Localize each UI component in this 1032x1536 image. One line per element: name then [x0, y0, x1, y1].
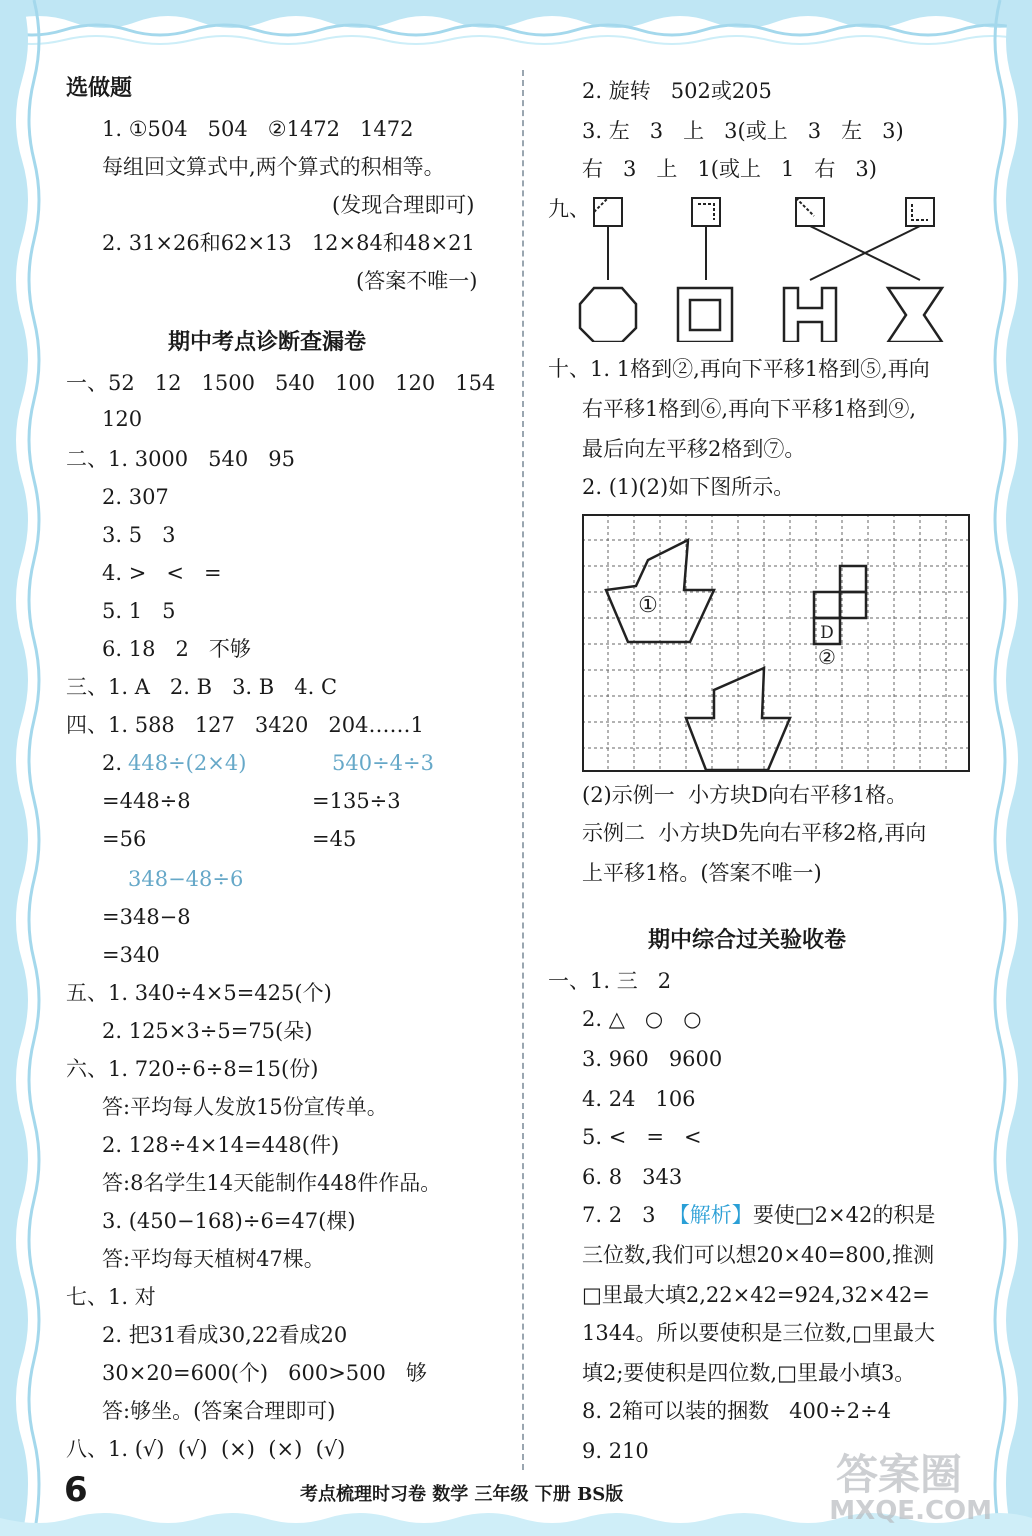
section1-title: 期中考点诊断查漏卷 — [168, 330, 367, 355]
xuanzuo-tip-1: (发现合理即可) — [332, 193, 475, 217]
s2-answer-6: 6. 18 2 不够 — [102, 637, 251, 661]
s4-2-expr-a: 448÷(2×4) — [128, 751, 247, 775]
wave-border-right — [972, 0, 1032, 1536]
s7-answer-2: 2. 把31看成30,22看成20 — [102, 1323, 348, 1347]
s2-answer-5: 5. 1 5 — [102, 599, 176, 623]
r10-answer-1b: 右平移1格到⑥,再向下平移1格到⑨, — [582, 397, 917, 421]
hourglass-shape — [888, 288, 942, 342]
q1-answer-2: 2. △ ○ ○ — [582, 1007, 702, 1031]
octagon-shape — [580, 288, 636, 342]
r10-answer-1c: 最后向左平移2格到⑦。 — [582, 437, 806, 461]
section2-title: 期中综合过关验收卷 — [648, 928, 847, 953]
q1-7-analysis: 要使□2×42的积是 — [752, 1203, 936, 1227]
q1-answer-5: 5. < = < — [582, 1125, 702, 1149]
xuanzuo-answer-2: 2. 31×26和62×13 12×84和48×21 — [102, 231, 475, 255]
s5-answer-2: 2. 125×3÷5=75(朵) — [102, 1019, 313, 1043]
r10-answer-1: 十、1. 1格到②,再向下平移1格到⑤,再向 — [548, 357, 930, 381]
top-square-3 — [796, 198, 824, 226]
q1-answer-7b: 三位数,我们可以想20×40=800,推测 — [582, 1243, 935, 1267]
r9-label: 九、 — [548, 197, 590, 221]
s4-2-step-a2: =56 — [102, 827, 147, 851]
s4-2-expr-c: 348−48÷6 — [128, 867, 244, 891]
top-square-2 — [692, 198, 720, 226]
s2-answer-3: 3. 5 3 — [102, 523, 176, 547]
s2-answer-4: 4. > < = — [102, 561, 222, 585]
q1-7-answer: 7. 2 3 — [582, 1203, 669, 1227]
q1-answer-7 — [582, 1200, 935, 1230]
square-frame-shape — [678, 288, 732, 342]
s6-answer-1-reply: 答:平均每人发放15份宣传单。 — [102, 1095, 388, 1119]
s4-2-step-c2: =340 — [102, 943, 160, 967]
example-2b: 上平移1格。(答案不唯一) — [582, 861, 822, 885]
column-divider — [522, 70, 524, 1470]
example-1: (2)示例一 小方块D向右平移1格。 — [582, 783, 908, 807]
s4-2-label: 2. — [102, 751, 123, 775]
s3-answers: 三、1. A 2. B 3. B 4. C — [66, 675, 338, 699]
s7-answer-2b: 30×20=600(个) 600>500 够 — [102, 1361, 427, 1385]
s7-answer-1: 七、1. 对 — [66, 1285, 156, 1309]
xuanzuo-title: 选做题 — [66, 76, 133, 101]
matching-figure — [578, 192, 978, 342]
q1-answer-3: 3. 960 9600 — [582, 1047, 723, 1071]
q1-answer-7c: □里最大填2,22×42=924,32×42= — [582, 1283, 930, 1307]
s4-2-step-c1: =348−8 — [102, 905, 191, 929]
h-shape — [784, 288, 836, 342]
s6-answer-2-reply: 答:8名学生14天能制作448件作品。 — [102, 1171, 442, 1195]
r-answer-2: 2. 旋转 502或205 — [582, 79, 772, 103]
q1-answer-6: 6. 8 343 — [582, 1165, 683, 1189]
grid-label-1: ① — [638, 593, 658, 618]
s6-answer-3-reply: 答:平均每天植树47棵。 — [102, 1247, 325, 1271]
s6-answer-1: 六、1. 720÷6÷8=15(份) — [66, 1057, 319, 1081]
xuanzuo-tip-2: (答案不唯一) — [356, 269, 478, 293]
r10-answer-2: 2. (1)(2)如下图所示。 — [582, 475, 795, 499]
q1-answer-7e: 填2;要使积是四位数,□里最小填3。 — [582, 1361, 916, 1385]
r-answer-3: 3. 左 3 上 3(或上 3 左 3) — [582, 119, 904, 143]
s5-answer-1: 五、1. 340÷4×5=425(个) — [66, 981, 332, 1005]
wave-border-top — [0, 0, 1032, 60]
grid-label-2: ② — [818, 645, 836, 669]
watermark-logo: 答案圈 — [835, 1450, 962, 1499]
top-square-1 — [594, 198, 622, 226]
s2-answer-1: 二、1. 3000 540 95 — [66, 447, 296, 471]
analysis-tag: 【解析】 — [668, 1203, 753, 1227]
top-square-4 — [906, 198, 934, 226]
xuanzuo-answer-1: 1. ①504 504 ②1472 1472 — [102, 117, 414, 141]
q1-answer-7d: 1344。所以要使积是三位数,□里最大 — [582, 1321, 935, 1345]
s4-2-expr-b: 540÷4÷3 — [332, 751, 434, 775]
s6-answer-3: 3. (450−168)÷6=47(棵) — [102, 1209, 356, 1233]
s2-answer-2: 2. 307 — [102, 485, 169, 509]
s6-answer-2: 2. 128÷4×14=448(件) — [102, 1133, 340, 1157]
s1-answer-1b: 120 — [102, 407, 143, 431]
s1-answer-1: 一、52 12 1500 540 100 120 154 — [66, 371, 496, 395]
s7-answer-2c: 答:够坐。(答案合理即可) — [102, 1399, 336, 1423]
boat-shape-1 — [606, 540, 714, 642]
page-number: 6 — [64, 1470, 88, 1510]
s8-answer-1: 八、1. (√) (√) (×) (×) (√) — [66, 1437, 346, 1461]
translation-grid-figure — [582, 514, 970, 772]
s4-answer-1: 四、1. 588 127 3420 204……1 — [66, 713, 424, 737]
s4-2-step-a1: =448÷8 — [102, 789, 191, 813]
s4-2-step-b1: =135÷3 — [312, 789, 401, 813]
grid-label-d: D — [820, 623, 834, 643]
wave-border-left — [0, 0, 60, 1536]
q1-answer-9: 9. 210 — [582, 1439, 649, 1463]
q1-answer-8: 8. 2箱可以装的捆数 400÷2÷4 — [582, 1399, 892, 1423]
xuanzuo-note-1: 每组回文算式中,两个算式的积相等。 — [102, 155, 445, 179]
r-answer-3b: 右 3 上 1(或上 1 右 3) — [582, 157, 877, 181]
q1-answer-1: 一、1. 三 2 — [548, 969, 672, 993]
watermark-url: MXQE.COM — [829, 1496, 992, 1526]
q1-answer-4: 4. 24 106 — [582, 1087, 696, 1111]
example-2: 示例二 小方块D先向右平移2格,再向 — [582, 821, 927, 845]
book-info: 考点梳理时习卷 数学 三年级 下册 BS版 — [300, 1484, 624, 1505]
s4-2-step-b2: =45 — [312, 827, 357, 851]
